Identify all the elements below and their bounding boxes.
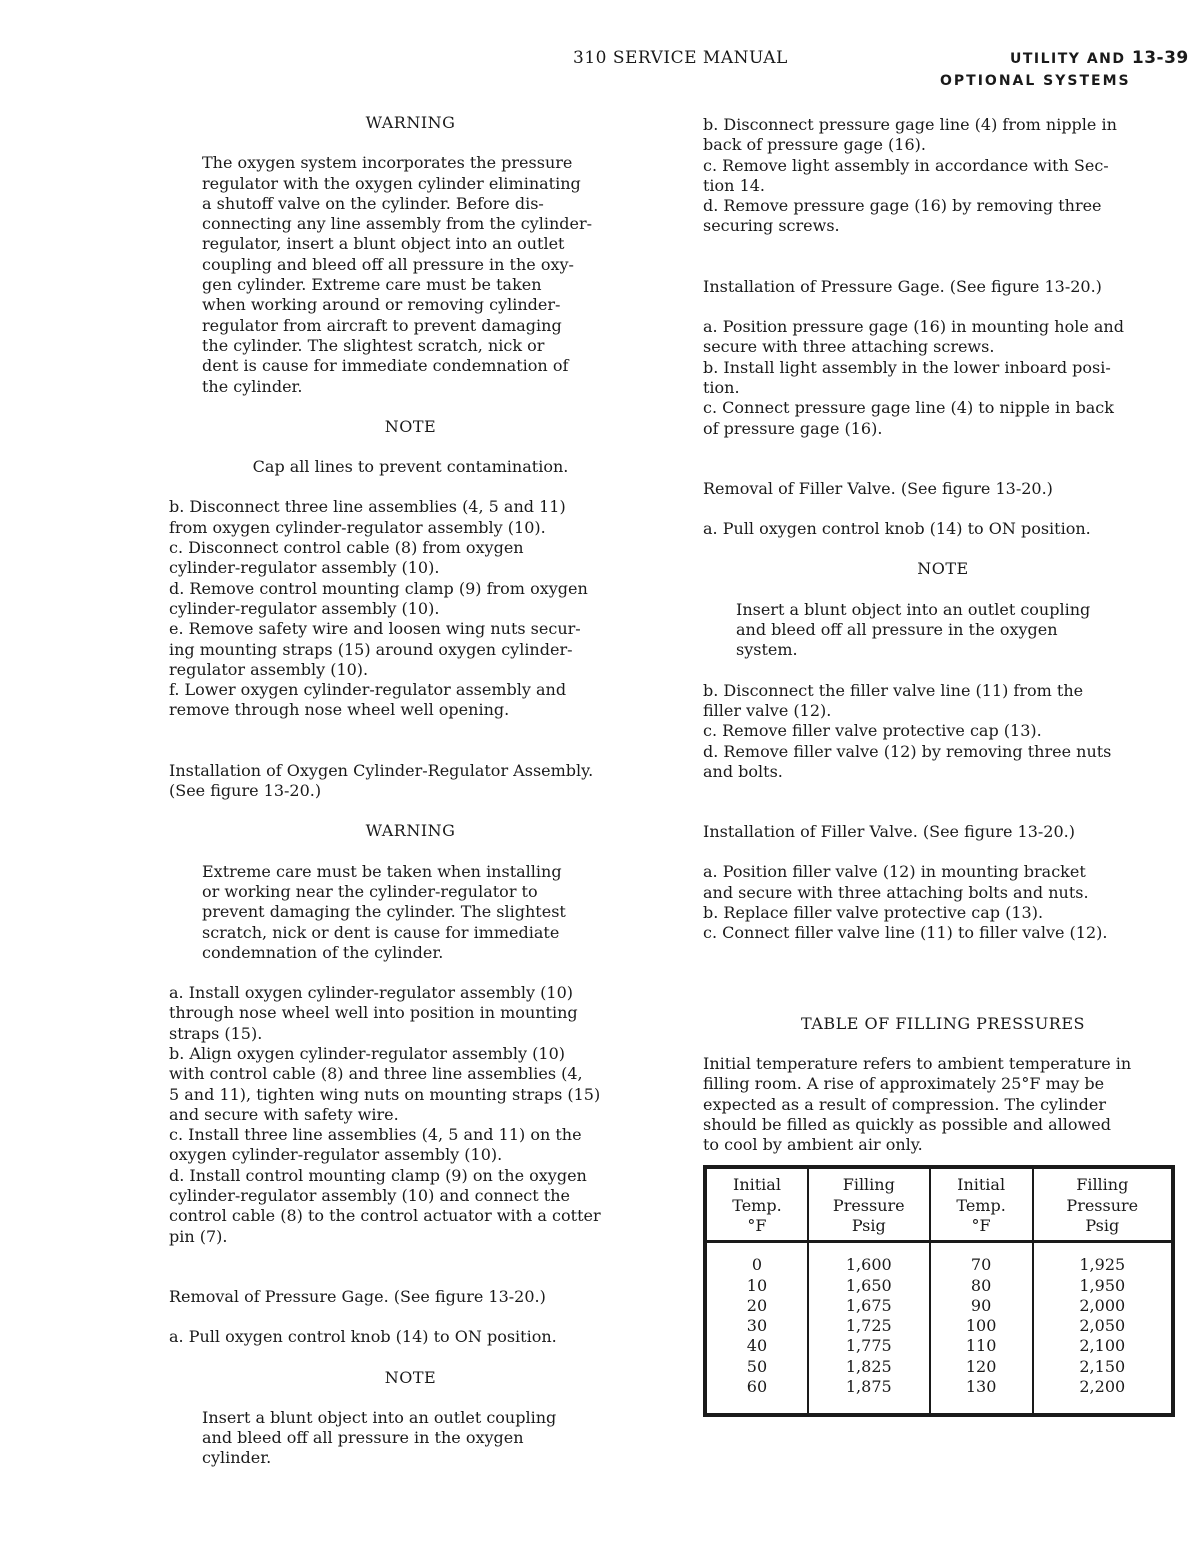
text-line: d. Remove filler valve (12) by removing three nuts [703,741,1112,761]
text-line: cylinder-regulator assembly (10) and connect the [169,1186,570,1206]
text-line: regulator assembly (10). [169,659,369,679]
text-line: b. Replace filler valve protective cap (13). [703,903,1044,923]
table-cell: 70 [930,1242,1033,1276]
text-line: b. Disconnect pressure gage line (4) from nipple in [703,115,1117,134]
table-row [705,1357,1173,1377]
section-subtitle: OPTIONAL SYSTEMS [940,73,1131,89]
table-cell: 1,675 [808,1296,930,1316]
removal-gage-step: a. Pull oxygen control knob (14) to ON position. [169,1327,557,1347]
header-cell: Filling Pressure Psig [1033,1167,1173,1241]
table-cell: 1,950 [1033,1276,1173,1296]
text-line: or working near the cylinder-regulator to [202,881,538,901]
table-cell: 1,650 [808,1276,930,1296]
note-text [169,1408,652,1469]
note-text [703,600,1183,661]
table-row [705,1276,1173,1296]
text-line: cylinder. [202,1448,272,1468]
text-line: pin (7). [169,1226,228,1246]
text-line: regulator, insert a blunt object into an outlet [202,234,565,254]
text-line: from oxygen cylinder-regulator assembly (10). [169,517,546,537]
text-line: b. Align oxygen cylinder-regulator assembly (10) [169,1043,565,1063]
section-title-text: UTILITY AND [1010,51,1126,67]
text-line: straps (15). [169,1023,263,1043]
install-cylinder-heading [169,761,652,802]
manual-title: 310 SERVICE MANUAL [573,48,788,68]
text-line: f. Lower oxygen cylinder-regulator assembly and [169,680,567,700]
text-line: prevent damaging the cylinder. The slightest [202,902,566,922]
install-filler-heading: Installation of Filler Valve. (See figure 13-20.) [703,822,1075,842]
table-intro [703,1054,1183,1155]
text-line: b. Install light assembly in the lower inboard posi- [703,357,1111,377]
header-cell: Initial Temp. °F [930,1167,1033,1241]
table-cell: 120 [930,1357,1033,1377]
table-row [705,1296,1173,1316]
text-line: and bleed off all pressure in the oxygen [202,1428,524,1448]
table-cell: 60 [705,1377,808,1415]
table-row [705,1242,1173,1276]
note-title: NOTE [917,559,969,579]
table-cell: 2,000 [1033,1296,1173,1316]
text-line: control cable (8) to the control actuator with a cotter [169,1206,601,1226]
text-line: with control cable (8) and three line assemblies (4, [169,1064,583,1084]
left-column [169,113,652,1469]
install-steps [169,983,652,1247]
removal-filler-heading: Removal of Filler Valve. (See figure 13-20.) [703,478,1053,498]
text-line: d. Remove pressure gage (16) by removing three [703,196,1102,216]
text-line: e. Remove safety wire and loosen wing nuts secur- [169,619,581,639]
text-line: a shutoff valve on the cylinder. Before dis- [202,193,544,213]
table-cell: 1,600 [808,1242,930,1276]
text-line: dent is cause for immediate condemnation of [202,356,569,376]
text-line: to cool by ambient air only. [703,1135,923,1155]
text-line: a. Position filler valve (12) in mounting bracket [703,862,1086,882]
text-line: filler valve (12). [703,700,832,720]
text-line: and secure with three attaching bolts and nuts. [703,882,1089,902]
table-cell: 30 [705,1316,808,1336]
gage-removal-steps [703,115,1183,237]
text-line: c. Connect pressure gage line (4) to nipple in back [703,398,1114,418]
table-cell: 40 [705,1336,808,1356]
text-line: back of pressure gage (16). [703,135,926,155]
text-line: b. Disconnect the filler valve line (11) from the [703,680,1084,700]
right-column [703,115,1183,1417]
table-cell: 1,925 [1033,1242,1173,1276]
table-cell: 10 [705,1276,808,1296]
note-text: Cap all lines to prevent contamination. [252,457,569,477]
text-line: scratch, nick or dent is cause for immediate [202,922,560,942]
table-cell: 100 [930,1316,1033,1336]
table-row [705,1316,1173,1336]
text-line: c. Install three line assemblies (4, 5 and 11) on the [169,1125,582,1145]
note-title: NOTE [384,1367,437,1387]
text-line: oxygen cylinder-regulator assembly (10). [169,1145,503,1165]
text-line: (See figure 13-20.) [169,781,322,801]
text-line: and bolts. [703,761,783,781]
warning-title: WARNING [365,821,456,841]
text-line: should be filled as quickly as possible and allowed [703,1114,1111,1134]
install-filler-steps [703,862,1183,943]
text-line: a. Position pressure gage (16) in mounting hole and [703,317,1124,337]
table-header-row [705,1167,1173,1241]
text-line: regulator from aircraft to prevent damaging [202,315,562,335]
text-line: filling room. A rise of approximately 25°F may be [703,1074,1105,1094]
text-line: and secure with safety wire. [169,1104,399,1124]
text-line: of pressure gage (16). [703,418,883,438]
table-cell: 1,825 [808,1357,930,1377]
text-line: tion. [703,377,740,397]
table-cell: 1,725 [808,1316,930,1336]
note-title: NOTE [384,416,437,436]
text-line: cylinder-regulator assembly (10). [169,558,440,578]
text-line: the cylinder. The slightest scratch, nick or [202,335,545,355]
text-line: c. Remove filler valve protective cap (13). [703,721,1042,741]
table-cell: 2,050 [1033,1316,1173,1336]
table-cell: 20 [705,1296,808,1316]
text-line: regulator with the oxygen cylinder eliminating [202,173,581,193]
warning-title: WARNING [365,113,456,132]
text-line: connecting any line assembly from the cylinder- [202,214,593,234]
text-line: when working around or removing cylinder- [202,295,561,315]
filling-pressures-table [703,1165,1175,1417]
text-line: 5 and 11), tighten wing nuts on mounting straps (15) [169,1084,601,1104]
table-cell: 90 [930,1296,1033,1316]
text-line: through nose wheel well into position in mounting [169,1003,578,1023]
text-line: The oxygen system incorporates the pressure [202,153,573,173]
table-row [705,1336,1173,1356]
removal-filler-step: a. Pull oxygen control knob (14) to ON position. [703,519,1091,539]
text-line: system. [736,640,798,660]
text-line: secure with three attaching screws. [703,337,995,357]
text-line: Initial temperature refers to ambient temperature in [703,1053,1132,1073]
table-title: TABLE OF FILLING PRESSURES [801,1013,1085,1033]
table-cell: 1,775 [808,1336,930,1356]
warning-text [169,862,652,963]
removal-steps [169,497,652,720]
removal-gage-heading: Removal of Pressure Gage. (See figure 13-20.) [169,1286,546,1306]
header-cell: Filling Pressure Psig [808,1167,930,1241]
text-line: Extreme care must be taken when installing [202,861,562,881]
text-line: cylinder-regulator assembly (10). [169,598,440,618]
text-line: and bleed off all pressure in the oxygen [736,620,1058,640]
table-cell: 110 [930,1336,1033,1356]
header-cell: Initial Temp. °F [705,1167,808,1241]
text-line: Insert a blunt object into an outlet coupling [736,599,1091,619]
text-line: remove through nose wheel well opening. [169,700,510,720]
section-title [1010,48,1189,68]
table-cell: 50 [705,1357,808,1377]
text-line: a. Install oxygen cylinder-regulator assembly (10) [169,983,573,1003]
table-cell: 2,100 [1033,1336,1173,1356]
text-line: b. Disconnect three line assemblies (4, 5 and 11) [169,497,566,517]
table-cell: 2,200 [1033,1377,1173,1415]
text-line: d. Remove control mounting clamp (9) from oxygen [169,578,588,598]
text-line: Insert a blunt object into an outlet coupling [202,1407,557,1427]
filler-removal-steps [703,681,1183,782]
table-cell: 2,150 [1033,1357,1173,1377]
text-line: the cylinder. [202,376,303,396]
page-number: 13-39 [1131,48,1189,68]
table-cell: 0 [705,1242,808,1276]
text-line: gen cylinder. Extreme care must be taken [202,275,542,295]
text-line: c. Remove light assembly in accordance with Sec- [703,155,1109,175]
install-gage-steps [703,317,1183,439]
text-line: tion 14. [703,175,766,195]
warning-text [169,153,652,397]
table-cell: 1,875 [808,1377,930,1415]
text-line: expected as a result of compression. The cylinder [703,1094,1106,1114]
text-line: condemnation of the cylinder. [202,942,444,962]
install-gage-heading: Installation of Pressure Gage. (See figure 13-20.) [703,276,1102,296]
text-line: coupling and bleed off all pressure in the oxy- [202,254,574,274]
text-line: ing mounting straps (15) around oxygen cylinder- [169,639,573,659]
text-line: securing screws. [703,216,840,236]
text-line: Installation of Oxygen Cylinder-Regulator Assembly. [169,760,594,780]
text-line: c. Disconnect control cable (8) from oxygen [169,538,524,558]
table-cell: 130 [930,1377,1033,1415]
table-row [705,1377,1173,1415]
table-cell: 80 [930,1276,1033,1296]
text-line: c. Connect filler valve line (11) to filler valve (12). [703,923,1108,943]
text-line: d. Install control mounting clamp (9) on the oxygen [169,1165,587,1185]
